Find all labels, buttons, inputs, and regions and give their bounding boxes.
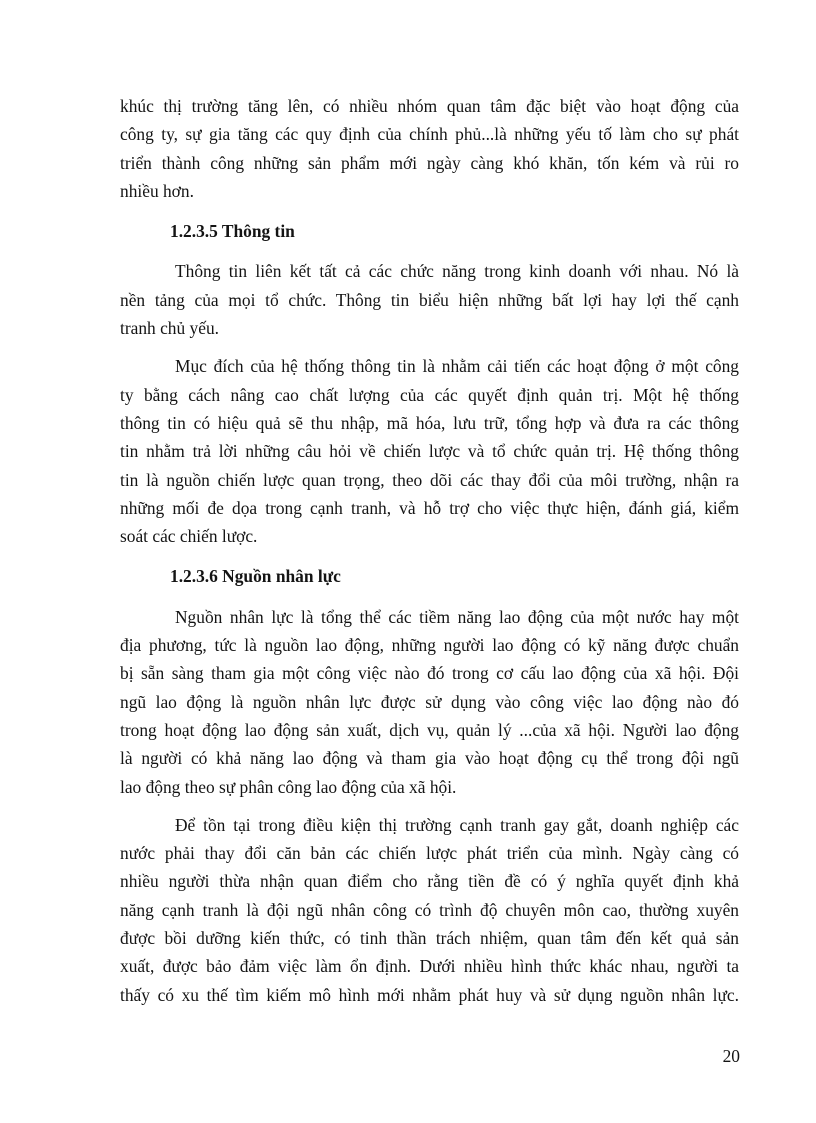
page-number: 20 xyxy=(722,1046,740,1066)
text-line: triển thành công những sản phẩm mới ngày càng khó khăn, tốn kém và rủi ro xyxy=(120,152,739,173)
text-line: được bồi dưỡng kiến thức, có tinh thần trách nhiệm, quan tâm đến kết quả sản xyxy=(120,928,739,949)
text-line: địa phương, tức là nguồn lao động, những người lao động có kỹ năng được chuẩn xyxy=(120,635,739,656)
text-line: tin là nguồn chiến lược quan trọng, theo dõi các thay đổi của môi trường, nhận ra xyxy=(120,469,739,490)
section-heading-thong-tin: 1.2.3.5 Thông tin xyxy=(170,221,295,242)
text-line: trong hoạt động lao động sản xuất, dịch vụ, quản lý ...của xã hội. Người lao động xyxy=(120,719,739,740)
text-line: nước phải thay đổi căn bản các chiến lược phát triển của mình. Ngày càng có xyxy=(120,843,739,864)
section-heading-nguon-nhan-luc: 1.2.3.6 Nguồn nhân lực xyxy=(170,566,341,587)
text-line: ngũ lao động là nguồn nhân lực được sử dụng vào công việc lao động nào đó xyxy=(120,691,739,712)
paragraph xyxy=(120,257,739,342)
text-line: nhiều hơn. xyxy=(120,180,194,201)
text-line: thấy có xu thế tìm kiếm mô hình mới nhằm phát huy và sử dụng nguồn nhân lực. xyxy=(120,984,739,1005)
text-line: soát các chiến lược. xyxy=(120,526,258,547)
text-line: nhiều người thừa nhận quan điểm cho rằng tiền đề có ý nghĩa quyết định khả xyxy=(120,871,739,892)
text-line: năng cạnh tranh là đội ngũ nhân công có trình độ chuyên môn cao, thường xuyên xyxy=(120,899,739,920)
text-line: xuất, được bảo đảm việc làm ổn định. Dưới nhiều hình thức khác nhau, người ta xyxy=(120,956,739,977)
text-line: Nguồn nhân lực là tổng thể các tiềm năng lao động của một nước hay một xyxy=(175,606,739,627)
text-line: Thông tin liên kết tất cả các chức năng trong kinh doanh với nhau. Nó là xyxy=(175,261,739,282)
text-line: nền tảng của mọi tổ chức. Thông tin biểu hiện những bất lợi hay lợi thế cạnh xyxy=(120,289,739,310)
text-line: tin nhằm trả lời những câu hỏi về chiến lược và tổ chức quản trị. Hệ thống thông xyxy=(120,441,739,462)
text-line: công ty, sự gia tăng các quy định của chính phủ...là những yếu tố làm cho sự phát xyxy=(120,124,739,145)
paragraph xyxy=(120,811,739,1009)
text-line: là người có khả năng lao động và tham gia vào hoạt động cụ thể trong đội ngũ xyxy=(120,748,739,769)
document-body xyxy=(120,92,739,1019)
text-line: tranh chủ yếu. xyxy=(120,318,219,339)
paragraph xyxy=(120,352,739,550)
paragraph xyxy=(120,92,739,205)
text-line: Mục đích của hệ thống thông tin là nhằm cải tiến các hoạt động ở một công xyxy=(175,356,739,377)
text-line: thông tin có hiệu quả sẽ thu nhập, mã hóa, lưu trữ, tổng hợp và đưa ra các thông xyxy=(120,412,739,433)
text-line: khúc thị trường tăng lên, có nhiều nhóm quan tâm đặc biệt vào hoạt động của xyxy=(120,96,739,116)
text-line: Để tồn tại trong điều kiện thị trường cạnh tranh gay gắt, doanh nghiệp các xyxy=(175,814,739,835)
text-line: những mối đe dọa trong cạnh tranh, và hỗ trợ cho việc thực hiện, đánh giá, kiểm xyxy=(120,497,739,518)
text-line: bị sẵn sàng tham gia một công việc nào đó trong cơ cấu lao động của xã hội. Đội xyxy=(120,663,739,684)
text-line: lao động theo sự phân công lao động của xã hội. xyxy=(120,776,457,797)
text-line: ty bằng cách nâng cao chất lượng của các quyết định quản trị. Một hệ thống xyxy=(120,384,739,405)
paragraph xyxy=(120,603,739,801)
